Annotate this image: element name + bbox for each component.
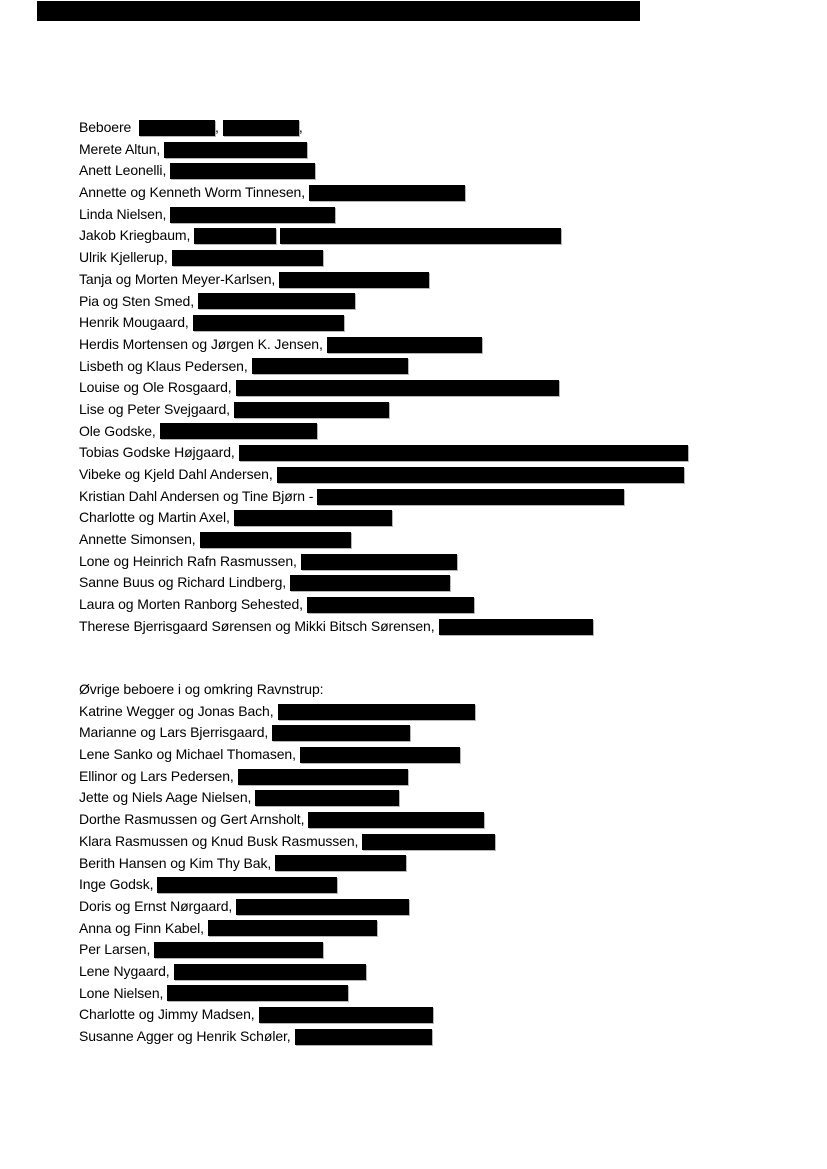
- redaction-bar: [275, 855, 406, 871]
- resident-line: [79, 572, 809, 594]
- redaction-bar: [280, 228, 561, 244]
- redaction-bar: [290, 575, 450, 591]
- redaction-bar: [223, 120, 299, 136]
- redaction-bar: [272, 725, 410, 741]
- resident-name-text: Herdis Mortensen og Jørgen K. Jensen,: [79, 335, 323, 352]
- resident-name-text: Merete Altun,: [79, 140, 161, 157]
- resident-name-text: Charlotte og Jimmy Madsen,: [79, 1006, 255, 1023]
- resident-name-text: Lone og Heinrich Rafn Rasmussen,: [79, 552, 297, 569]
- resident-line: [79, 594, 809, 616]
- resident-line: [79, 291, 809, 313]
- resident-name-text: Jette og Niels Aage Nielsen,: [79, 789, 252, 806]
- resident-line: [79, 831, 809, 853]
- resident-name-text: Laura og Morten Ranborg Sehested,: [79, 596, 303, 613]
- resident-name-text: Tanja og Morten Meyer-Karlsen,: [79, 270, 276, 287]
- redaction-bar: [255, 790, 399, 806]
- resident-line: [79, 247, 809, 269]
- resident-line: [79, 529, 809, 551]
- section-ovrige-beboere: [79, 679, 809, 1048]
- redaction-bar: [317, 489, 624, 505]
- section-beboere: [79, 117, 809, 638]
- resident-line: [79, 377, 809, 399]
- resident-name-text: Dorthe Rasmussen og Gert Arnsholt,: [79, 811, 305, 828]
- resident-line: [79, 182, 809, 204]
- resident-name-text: Anna og Finn Kabel,: [79, 919, 204, 936]
- resident-name-text: ,: [215, 119, 219, 135]
- redaction-bar: [327, 337, 482, 353]
- redaction-bar: [362, 834, 495, 850]
- resident-name-text: Doris og Ernst Nørgaard,: [79, 897, 233, 914]
- resident-name-text: Berith Hansen og Kim Thy Bak,: [79, 854, 272, 871]
- redaction-bar: [279, 272, 429, 288]
- redaction-bar: [309, 185, 465, 201]
- resident-line: [79, 701, 809, 723]
- resident-line: [79, 399, 809, 421]
- resident-line: [79, 442, 809, 464]
- resident-line: [79, 766, 809, 788]
- redaction-bar: [139, 120, 215, 136]
- redaction-bar: [170, 207, 335, 223]
- redaction-bar: [208, 920, 377, 936]
- resident-line: [79, 722, 809, 744]
- resident-name-text: Pia og Sten Smed,: [79, 292, 195, 309]
- redaction-bar: [193, 315, 344, 331]
- resident-name-text: Kristian Dahl Andersen og Tine Bjørn -: [79, 487, 314, 504]
- resident-line: [79, 874, 809, 896]
- resident-name-text: Lisbeth og Klaus Pedersen,: [79, 357, 248, 374]
- resident-name-text: Anett Leonelli,: [79, 162, 167, 179]
- redaction-bar: [167, 985, 348, 1001]
- resident-line: [79, 679, 809, 701]
- redaction-bar: [236, 380, 559, 396]
- redaction-bar: [157, 877, 337, 893]
- resident-line: [79, 809, 809, 831]
- resident-line: [79, 334, 809, 356]
- redaction-bar: [172, 250, 323, 266]
- redaction-bar: [239, 445, 688, 461]
- resident-name-text: Sanne Buus og Richard Lindberg,: [79, 574, 287, 591]
- redaction-bar: [154, 942, 323, 958]
- redaction-bar: [301, 554, 457, 570]
- redaction-bar: [308, 812, 484, 828]
- resident-line: [79, 139, 809, 161]
- redaction-bar: [278, 704, 475, 720]
- resident-name-text: Therese Bjerrisgaard Sørensen og Mikki Bitsch Sørensen,: [79, 617, 435, 634]
- resident-line: [79, 356, 809, 378]
- resident-name-text: Vibeke og Kjeld Dahl Andersen,: [79, 466, 273, 482]
- resident-name-text: Katrine Wegger og Jonas Bach,: [79, 702, 274, 719]
- resident-line: [79, 939, 809, 961]
- resident-name-text: Lene Nygaard,: [79, 962, 170, 979]
- resident-name-text: Ole Godske,: [79, 422, 156, 439]
- resident-line: [79, 961, 809, 983]
- resident-name-text: Louise og Ole Rosgaard,: [79, 379, 232, 396]
- redaction-bar: [194, 228, 276, 244]
- redaction-bar: [198, 293, 355, 309]
- resident-line: [79, 616, 809, 638]
- redaction-bar: [200, 532, 351, 548]
- resident-line: [79, 853, 809, 875]
- resident-line: [79, 983, 809, 1005]
- resident-name-text: Ulrik Kjellerup,: [79, 249, 168, 266]
- resident-name-text: Annette og Kenneth Worm Tinnesen,: [79, 184, 306, 201]
- redaction-bar: [160, 423, 317, 439]
- redaction-bar: [252, 358, 408, 374]
- redaction-bar: [238, 769, 408, 785]
- title-redaction-bar: [37, 1, 640, 21]
- resident-line: [79, 204, 809, 226]
- redaction-bar: [439, 619, 593, 635]
- resident-name-text: Charlotte og Martin Axel,: [79, 509, 230, 526]
- resident-name-text: Lone Nielsen,: [79, 984, 164, 1001]
- resident-name-text: Inge Godsk,: [79, 876, 154, 893]
- resident-name-text: Lise og Peter Svejgaard,: [79, 400, 230, 417]
- resident-line: [79, 507, 809, 529]
- resident-name-text: Øvrige beboere i og omkring Ravnstrup:: [79, 681, 324, 697]
- resident-name-text: Susanne Agger og Henrik Schøler,: [79, 1028, 291, 1044]
- resident-name-text: Marianne og Lars Bjerrisgaard,: [79, 724, 269, 741]
- resident-line: [79, 896, 809, 918]
- resident-line: [79, 269, 809, 291]
- resident-line: [79, 918, 809, 940]
- resident-name-text: Linda Nielsen,: [79, 205, 167, 222]
- resident-line: [79, 1004, 809, 1026]
- resident-line: [79, 551, 809, 573]
- resident-line: [79, 486, 809, 508]
- resident-name-text: Lene Sanko og Michael Thomasen,: [79, 746, 296, 763]
- redaction-bar: [234, 510, 392, 526]
- redaction-bar: [170, 163, 315, 179]
- resident-line: [79, 117, 809, 139]
- redaction-bar: [234, 402, 389, 418]
- resident-line: [79, 744, 809, 766]
- resident-line: [79, 787, 809, 809]
- redaction-bar: [295, 1029, 432, 1045]
- redaction-bar: [174, 964, 366, 980]
- resident-name-text: Beboere: [79, 119, 136, 135]
- resident-name-text: Henrik Mougaard,: [79, 314, 189, 331]
- resident-line: [79, 225, 809, 247]
- redaction-bar: [277, 467, 684, 483]
- redaction-bar: [307, 597, 474, 613]
- resident-name-text: Per Larsen,: [79, 941, 151, 958]
- resident-line: [79, 1026, 809, 1048]
- redaction-bar: [164, 142, 307, 158]
- resident-line: [79, 160, 809, 182]
- redaction-bar: [300, 747, 460, 763]
- redaction-bar: [259, 1007, 433, 1023]
- resident-name-text: ,: [298, 119, 303, 135]
- redaction-bar: [236, 899, 409, 915]
- resident-name-text: Jakob Kriegbaum,: [79, 227, 191, 244]
- resident-line: [79, 421, 809, 443]
- resident-name-text: Ellinor og Lars Pedersen,: [79, 767, 234, 784]
- resident-line: [79, 464, 809, 486]
- resident-name-text: Tobias Godske Højgaard,: [79, 444, 235, 461]
- resident-name-text: Annette Simonsen,: [79, 531, 196, 548]
- resident-line: [79, 312, 809, 334]
- resident-name-text: Klara Rasmussen og Knud Busk Rasmussen,: [79, 832, 359, 849]
